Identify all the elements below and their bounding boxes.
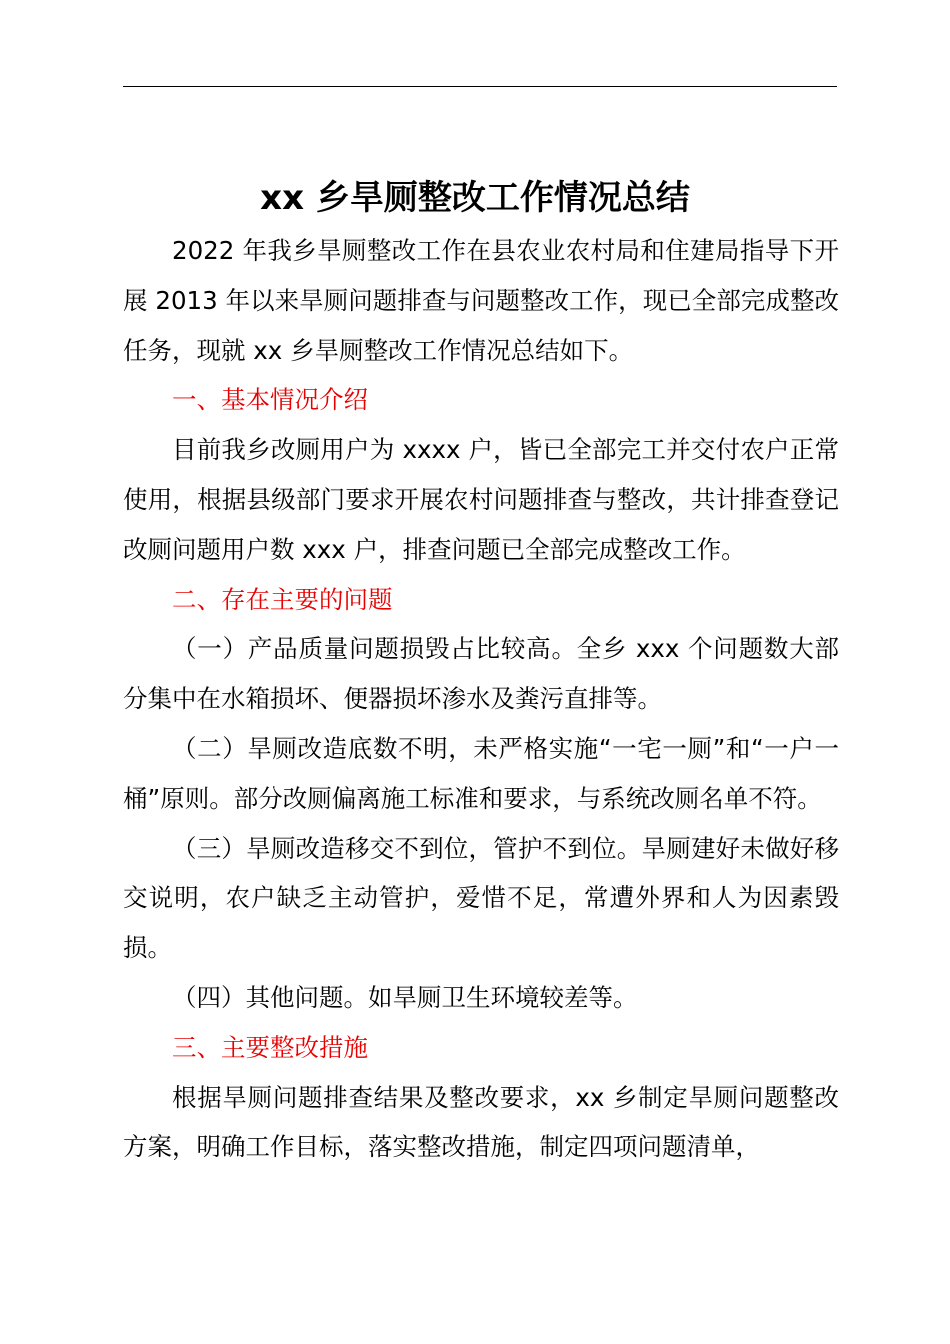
section-heading: 二、存在主要的问题 bbox=[172, 584, 393, 614]
body-paragraph: 根据旱厕问题排查结果及整改要求，xx 乡制定旱厕问题整改方案，明确工作目标，落实整改措施，制定四项问题清单， bbox=[123, 1082, 839, 1162]
body-paragraph: （三）旱厕改造移交不到位，管护不到位。旱厕建好未做好移交说明，农户缺乏主动管护，爱惜不足，常遭外界和人为因素毁损。 bbox=[123, 833, 839, 963]
body-paragraph: 2022 年我乡旱厕整改工作在县农业农村局和住建局指导下开展 2013 年以来旱厕问题排查与问题整改工作，现已全部完成整改任务，现就 xx 乡旱厕整改工作情况总结如下。 bbox=[123, 236, 839, 365]
body-paragraph: （四）其他问题。如旱厕卫生环境较差等。 bbox=[172, 982, 638, 1012]
header-rule bbox=[123, 86, 837, 87]
document-body bbox=[123, 226, 839, 1172]
body-paragraph: （二）旱厕改造底数不明，未严格实施“一宅一厕”和“一户一桶”原则。部分改厕偏离施工标准和要求，与系统改厕名单不符。 bbox=[123, 733, 839, 813]
body-paragraph: 目前我乡改厕用户为 xxxx 户，皆已全部完工并交付农户正常使用，根据县级部门要求开展农村问题排查与整改，共计排查登记改厕问题用户数 xxx 户，排查问题已全部完成整改工作。 bbox=[123, 435, 839, 564]
section-heading: 一、基本情况介绍 bbox=[172, 385, 368, 415]
document-title: xx 乡旱厕整改工作情况总结 bbox=[260, 177, 690, 218]
section-heading: 三、主要整改措施 bbox=[172, 1032, 368, 1062]
body-paragraph: （一）产品质量问题损毁占比较高。全乡 xxx 个问题数大部分集中在水箱损坏、便器损坏渗水及粪污直排等。 bbox=[123, 634, 839, 714]
